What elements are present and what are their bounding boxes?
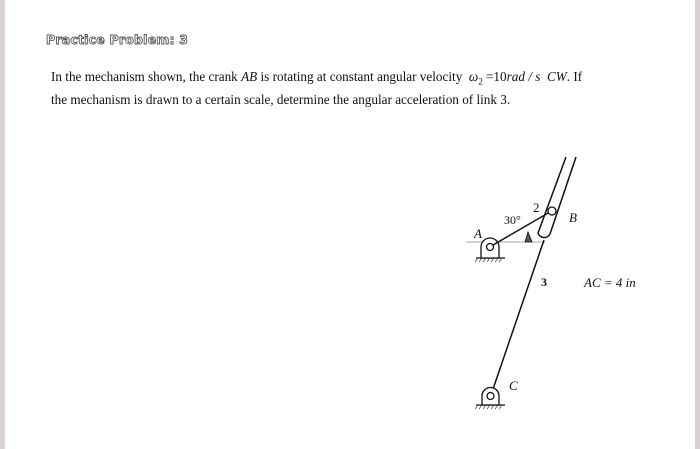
label-a: A <box>474 226 482 241</box>
problem-text: . If <box>566 69 583 84</box>
pin-b <box>548 207 556 215</box>
problem-text: In the mechanism shown, the crank <box>51 69 242 84</box>
page-title: Practice Problem: 3 <box>46 32 189 47</box>
crank-label: AB <box>241 69 258 84</box>
crank-ab <box>493 212 550 245</box>
label-c: C <box>509 378 518 393</box>
omega-value: =10 <box>482 69 507 84</box>
angle-label: 30° <box>504 213 521 227</box>
problem-text: is rotating at constant angular velocity <box>257 69 466 84</box>
rotation-direction: CW <box>546 69 567 84</box>
link-3 <box>492 240 544 392</box>
omega-unit: rad / s <box>506 69 541 84</box>
problem-line-2: the mechanism is drawn to a certain scale, determine the angular acceleration of link 3. <box>51 91 511 107</box>
omega-subscript: 2 <box>478 76 483 87</box>
label-b: B <box>569 210 577 225</box>
omega-symbol: ω <box>468 69 479 84</box>
label-link-2: 2 <box>533 200 540 215</box>
label-link-3: 3 <box>541 275 547 289</box>
slot-rail-left <box>538 157 566 233</box>
dimension-label: AC = 4 in <box>584 275 636 290</box>
